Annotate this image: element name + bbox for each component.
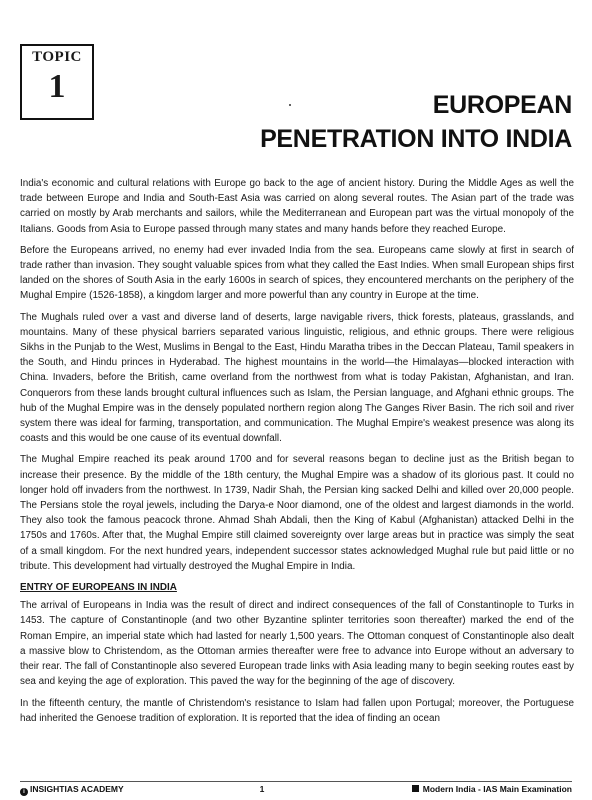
paragraph: India's economic and cultural relations with Europe go back to the age of ancient history. During the Middle Ages as well the trade between Europe and India and South-East Asia was carried on along several routes. The Asian part of the trade was carried on mostly by Arab merchants and sailors, while the Mediterranean and European part was the virtual monopoly of the Italians. Goods from Asia to Europe passed through many states and many hands before they reached Europe. bbox=[20, 178, 574, 235]
topic-label: TOPIC bbox=[32, 49, 82, 65]
page-number: 1 bbox=[259, 784, 265, 794]
chapter-title bbox=[260, 88, 572, 156]
chapter-title-line1: EUROPEAN bbox=[432, 91, 572, 119]
topic-box bbox=[20, 44, 94, 120]
body-text bbox=[20, 176, 574, 732]
footer-divider bbox=[20, 781, 572, 782]
paragraph: The arrival of Europeans in India was the result of direct and indirect consequences of the fall of Constantinople to Turks in 1453. The capture of Constantinople (and two other Byzantine splinter territories soon thereafter) marked the end of the Roman Empire, an imperial state which had lasted for nearly 1,500 years. The Ottoman conquest of Constantinople also dealt a massive blow to Christendom, as the Ottoman armies thereafter were free to advance into Europe without an adversary to their rear. The fall of Constantinople also severed European trade links with Asia leading many to begin seeking routes east by sea and keying the age of exploration. This paved the way for the beginning of the age of discovery. bbox=[20, 600, 574, 688]
paragraph: In the fifteenth century, the mantle of Christendom's resistance to Islam had fallen upon Portugal; moreover, the Portuguese had inherited the Genoese tradition of exploration. It is reported that the idea of finding an ocean bbox=[20, 697, 574, 724]
book-title: Modern India - IAS Main Examination bbox=[422, 784, 572, 794]
footer-publisher bbox=[20, 784, 124, 796]
topic-number: 1 bbox=[48, 68, 66, 105]
square-bullet-icon bbox=[412, 785, 419, 792]
footer-book bbox=[412, 784, 572, 794]
paragraph: The Mughal Empire reached its peak around 1700 and for several reasons began to decline just as the British began to increase their presence. By the middle of the 18th century, the Mughal Empire was a shadow of its glorious past. It could no longer hold off invaders from the northwest. In 1739, Nadir Shah, the Persian king sacked Delhi and killed over 20,000 people. The Persians stole the royal jewels, including the Darya-e Noor diamond, one of the oldest and largest diamonds in the world. They also took the famous peacock throne. Ahmad Shah Abdali, then the King of Kabul (Afghanistan) attacked Delhi in the 1750s and 1760s. After that, the Mughal Empire still claimed sovereignty over large areas but in practice was simply the seat of a small kingdom. For the next hundred years, independent successor states acknowledged Mughal rule but paid little or no tribute. This development had virtually destroyed the Mughal Empire in India. bbox=[20, 454, 574, 572]
paragraph: Before the Europeans arrived, no enemy had ever invaded India from the sea. Europeans came slowly at first in search of trade rather than invasion. They sought valuable spices from what they called the East Indies. When small European ships first landed on the shores of South Asia in the early 1600s in search of spices, they encountered merchants on the periphery of the Mughal Empire (1526-1858), a kingdom larger and more powerful than any country in Europe at the time. bbox=[20, 244, 574, 302]
page-footer bbox=[20, 784, 572, 798]
paragraph: The Mughals ruled over a vast and diverse land of deserts, large navigable rivers, thick forests, plateaus, grasslands, and mountains. Many of these physical barriers separated various linguistic, religious, and ethnic groups. There were religious Sikhs in the Punjab to the West, Muslims in Bengal to the East, Hindu Maratha tribes in the Deccan Plateau, Tamil speakers in the South, and Hindu princes in Hyderabad. The highest mountains in the world—the Himalayas—blocked interaction with China. Invaders, before the British, came overland from the northwest from what is today Pakistan, Afghanistan, and Iran. Conquerors from these lands brought cultural influences such as Islam, the Persian language, and Afghani ethnic groups. The hub of the Mughal Empire was in the densely populated northern region along The Ganges River Basin. The rich soil and river system there was ideal for farming, transportation, and communication. The Mughal Empire's weakest presence was along its coasts and this would be one cause of its eventual downfall. bbox=[20, 311, 574, 445]
section-heading: ENTRY OF EUROPEANS IN INDIA bbox=[20, 582, 177, 594]
chapter-title-line2: PENETRATION INTO INDIA bbox=[260, 125, 572, 153]
insight-logo-icon: i bbox=[20, 788, 28, 796]
publisher-name: INSIGHTIAS ACADEMY bbox=[30, 784, 124, 794]
